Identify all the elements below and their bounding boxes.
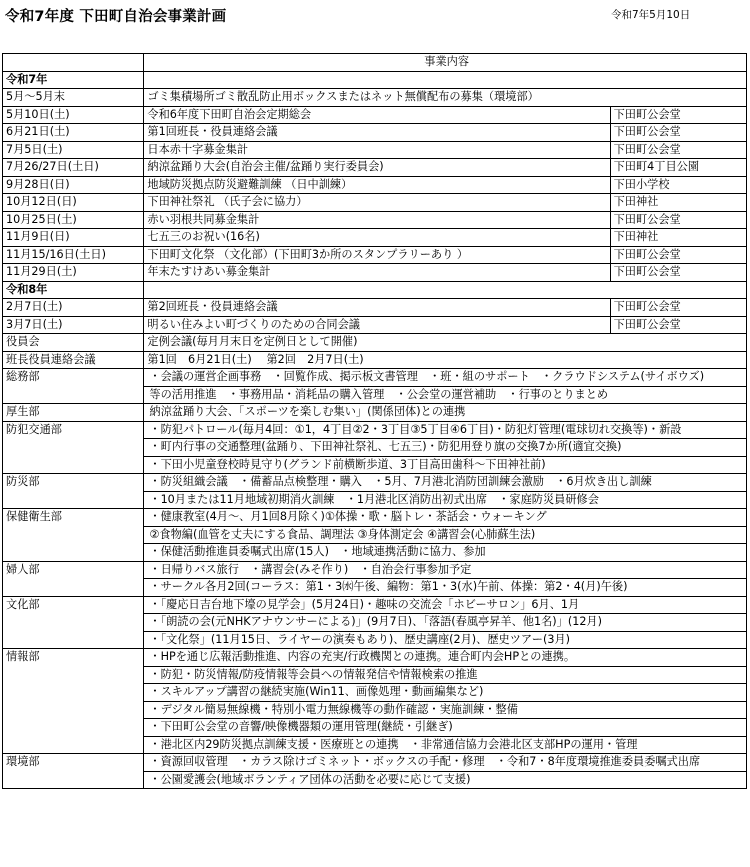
schedule-date: 9月28日(日): [3, 176, 144, 194]
department-row: [3, 596, 747, 614]
schedule-row: [3, 176, 747, 194]
schedule-date: 10月12日(日): [3, 194, 144, 212]
department-task: ・港北区内29防災拠点訓練支援・医療班との連携 ・非常通信協力会港北区支部HPの運用・管理: [144, 736, 747, 754]
department-task: ・日帰りバス旅行 ・講習会(みそ作り) ・自治会行事参加予定: [144, 561, 747, 579]
schedule-date: 7月5日(土): [3, 141, 144, 159]
department-row: [3, 754, 747, 772]
schedule-place: 下田町4丁目公園: [610, 159, 746, 177]
year-label: 令和8年: [3, 281, 144, 299]
department-task: ・「朗読の会(元NHKアナウンサーによる)」(9月7日)、「落語(春風亭昇羊、他1名)」(12月): [144, 614, 747, 632]
schedule-place: 下田町公会堂: [610, 299, 746, 317]
schedule-event: 七五三のお祝い(16名): [144, 229, 610, 247]
schedule-place: 下田神社: [610, 229, 746, 247]
schedule-date: 11月29日(土): [3, 264, 144, 282]
schedule-row: [3, 316, 747, 334]
schedule-row: [3, 106, 747, 124]
schedule-row: [3, 194, 747, 212]
schedule-row: [3, 89, 747, 107]
department-task: ②食物編(血管を丈夫にする食品、調理法 ③身体測定会 ④講習会(心肺蘇生法): [144, 526, 747, 544]
officers-row: [3, 334, 747, 352]
department-task: ・10月または11月地域初期消火訓練 ・1月港北区消防出初式出席 ・家庭防災員研修会: [144, 491, 747, 509]
liaison-label: 班長役員連絡会議: [3, 351, 144, 369]
schedule-event: 日本赤十字募金集計: [144, 141, 610, 159]
department-task: ・町内行事の交通整理(盆踊り、下田神社祭礼、七五三)・防犯用登り旗の交換7か所(適宜交換): [144, 439, 747, 457]
schedule-place: 下田町公会堂: [610, 106, 746, 124]
schedule-row: [3, 141, 747, 159]
department-task: ・HPを通じ広報活動推進、内容の充実/行政機関との連携。連合町内会HPとの連携。: [144, 649, 747, 667]
schedule-place: 下田町公会堂: [610, 264, 746, 282]
schedule-row: [3, 264, 747, 282]
department-task: ・防犯・防災情報/防疫情報等会員への情報発信や情報検索の推進: [144, 666, 747, 684]
year-empty-cell: [144, 281, 747, 299]
schedule-event: 下田神社祭礼 （氏子会に協力）: [144, 194, 610, 212]
department-name: 厚生部: [3, 404, 144, 422]
schedule-place: 下田町公会堂: [610, 211, 746, 229]
department-task: ・公園愛護会(地域ボランティア団体の活動を必要に応じて支援): [144, 771, 747, 789]
schedule-place: 下田町公会堂: [610, 316, 746, 334]
department-task: ・スキルアップ講習の継続実施(Win11、画像処理・動画編集など): [144, 684, 747, 702]
schedule-event: 納涼盆踊り大会(自治会主催/盆踊り実行委員会): [144, 159, 610, 177]
department-task: ・デジタル簡易無線機・特別小電力無線機等の動作確認・実施訓練・整備: [144, 701, 747, 719]
plan-table: [2, 53, 747, 789]
schedule-date: 2月7日(土): [3, 299, 144, 317]
schedule-date: 5月10日(土): [3, 106, 144, 124]
department-task: ・「慶応日吉台地下壕の見学会」(5月24日)・趣味の交流会「ホビーサロン」6月、1月: [144, 596, 747, 614]
department-task: ・サークル各月2回(コーラス：第1・3㈬午後、編物：第1・3(水)午前、体操：第2・4(月)午後): [144, 579, 747, 597]
schedule-place: 下田町公会堂: [610, 124, 746, 142]
liaison-row: [3, 351, 747, 369]
department-row: [3, 404, 747, 422]
department-task: ・資源回収管理 ・カラス除けゴミネット・ボックスの手配・修理 ・令和7・8年度環境推進委員委嘱式出席: [144, 754, 747, 772]
officers-text: 定例会議(毎月月末日を定例日として開催): [144, 334, 747, 352]
schedule-date: 10月25日(土): [3, 211, 144, 229]
column-header: 事業内容: [144, 54, 747, 72]
schedule-date: 11月15/16日(土日): [3, 246, 144, 264]
department-task: ・健康教室(4月～、月1回8月除く)①体操・歌・脳トレ・茶話会・ウォーキング: [144, 509, 747, 527]
schedule-row: [3, 246, 747, 264]
year-row: [3, 281, 747, 299]
schedule-event: 令和6年度下田町自治会定期総会: [144, 106, 610, 124]
department-name: 防災部: [3, 474, 144, 509]
department-task: 等の活用推進 ・事務用品・消耗品の購入管理 ・公会堂の運営補助 ・行事のとりまとめ: [144, 386, 747, 404]
department-task: ・下田町公会堂の音響/映像機器類の運用管理(継続・引継ぎ): [144, 719, 747, 737]
schedule-row: [3, 124, 747, 142]
department-row: [3, 369, 747, 387]
schedule-place: 下田小学校: [610, 176, 746, 194]
department-task: ・下田小児童登校時見守り(グランド前横断歩道、3丁目高田歯科～下田神社前): [144, 456, 747, 474]
schedule-place: 下田町公会堂: [610, 141, 746, 159]
liaison-text: 第1回 6月21日(土) 第2回 2月7日(土): [144, 351, 747, 369]
department-task: ・「文化祭」(11月15日、ライヤーの演奏もあり)、歴史講座(2月)、歴史ツアー(3月): [144, 631, 747, 649]
header-row: [3, 54, 747, 72]
schedule-date: 11月9日(日): [3, 229, 144, 247]
schedule-row: [3, 159, 747, 177]
schedule-date: 7月26/27日(土日): [3, 159, 144, 177]
schedule-place: 下田町公会堂: [610, 246, 746, 264]
schedule-row: [3, 211, 747, 229]
department-task: ・会議の運営企画事務 ・回覧作成、掲示板文書管理 ・班・組のサポート ・クラウドシステム(サイボウズ): [144, 369, 747, 387]
schedule-date: 6月21日(土): [3, 124, 144, 142]
schedule-event: 地域防災拠点防災避難訓練 （日中訓練）: [144, 176, 610, 194]
schedule-event: 第2回班長・役員連絡会議: [144, 299, 610, 317]
year-empty-cell: [144, 71, 747, 89]
schedule-event: 赤い羽根共同募金集計: [144, 211, 610, 229]
department-row: [3, 561, 747, 579]
schedule-place: 下田神社: [610, 194, 746, 212]
schedule-event: 明るい住みよい町づくりのための合同会議: [144, 316, 610, 334]
schedule-row: [3, 299, 747, 317]
schedule-date: 3月7日(土): [3, 316, 144, 334]
department-name: 婦人部: [3, 561, 144, 596]
department-name: 文化部: [3, 596, 144, 649]
schedule-date: 5月～5月末: [3, 89, 144, 107]
page-title: 令和7年度 下田町自治会事業計画: [5, 9, 227, 25]
department-name: 保健衛生部: [3, 509, 144, 562]
department-name: 情報部: [3, 649, 144, 754]
year-label: 令和7年: [3, 71, 144, 89]
department-name: 防犯交通部: [3, 421, 144, 474]
officers-label: 役員会: [3, 334, 144, 352]
document-date: 令和7年5月10日: [611, 9, 691, 21]
schedule-row: [3, 229, 747, 247]
schedule-event: 下田町文化祭 （文化部）(下田町3か所のスタンプラリーあり ）: [144, 246, 610, 264]
schedule-event: 第1回班長・役員連絡会議: [144, 124, 610, 142]
department-name: 環境部: [3, 754, 144, 789]
department-row: [3, 421, 747, 439]
department-row: [3, 649, 747, 667]
department-name: 総務部: [3, 369, 144, 404]
department-task: 納涼盆踊り大会、「スポーツを楽しむ集い」(関係団体)との連携: [144, 404, 747, 422]
schedule-event: 年末たすけあい募金集計: [144, 264, 610, 282]
department-task: ・防災組織会議 ・備蓄品点検整理・購入 ・5月、7月港北消防団訓練会激励 ・6月炊き出し訓練: [144, 474, 747, 492]
department-task: ・防犯パトロール(毎月4回：①1，4丁目②2・3丁目③5丁目④6丁目)・防犯灯管理(電球切れ交換等)・新設: [144, 421, 747, 439]
department-row: [3, 474, 747, 492]
department-row: [3, 509, 747, 527]
department-task: ・保健活動推進員委嘱式出席(15人) ・地域連携活動に協力、参加: [144, 544, 747, 562]
header-empty-cell: [3, 54, 144, 72]
year-row: [3, 71, 747, 89]
schedule-event: ゴミ集積場所ゴミ散乱防止用ボックスまたはネット無償配布の募集（環境部）: [144, 89, 747, 107]
